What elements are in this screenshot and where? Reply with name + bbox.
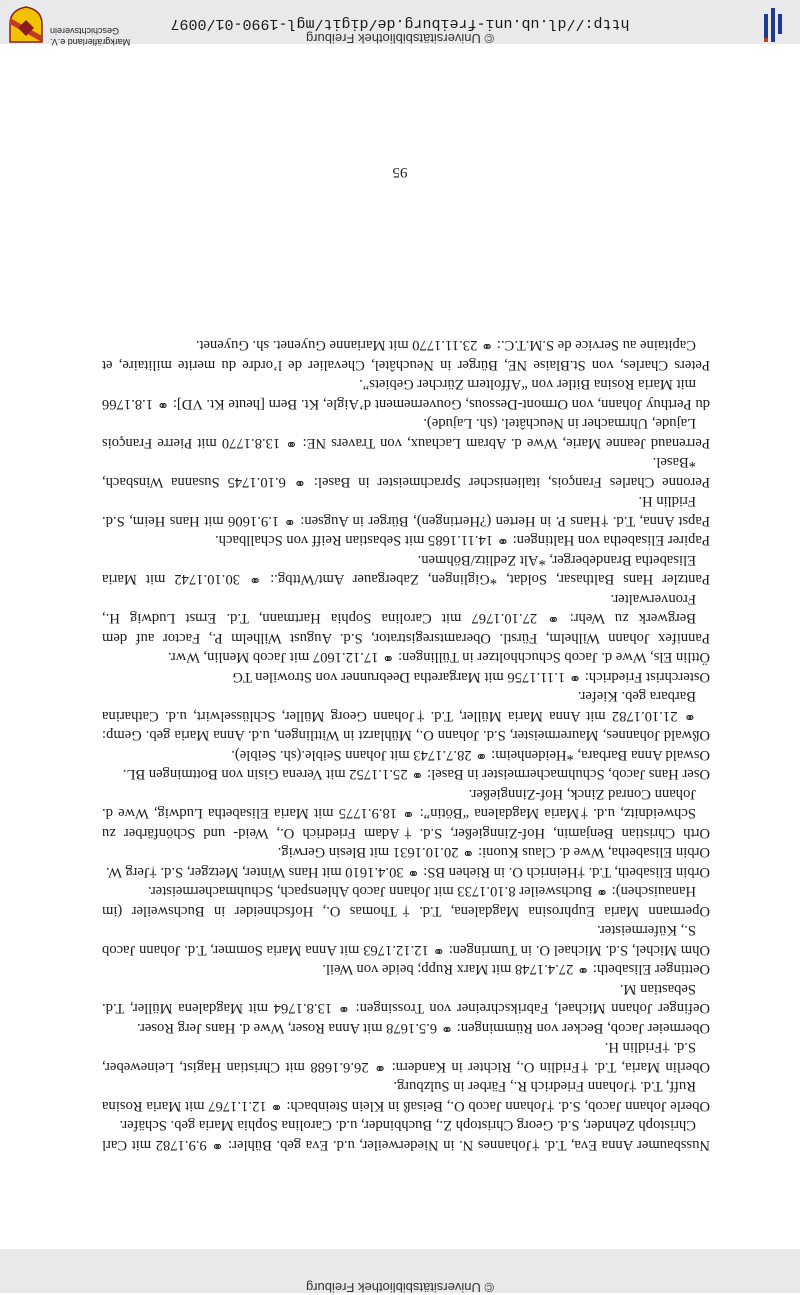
register-entry: du Perthuy Johann, von Ormont-Dessous, Gouvernement d’Aigle, Kt. Bern [heute Kt. VD]: ⚭ 1.8.1766 mit Maria Rosina Bitler von “Affoltern Zürcher Gebiets”. [102,376,710,412]
register-entry: Ohm Michel, S.d. Michael O. in Tumringen: ⚭ 12.12.1763 mit Anna Maria Sommer, T.d. Johann Jacob S., Küfermeister. [102,922,710,958]
library-bar [0,0,800,47]
document-url[interactable]: http://dl.ub.uni-freiburg.de/digit/mgl-1990-01/0097 [170,15,630,32]
register-entry: Oberlin Maria, T.d. †Fridlin O., Richter in Kandern: ⚭ 26.6.1688 mit Christian Hagist, Leineweber, S.d. †Fridlin H. [102,1039,710,1075]
register-entry: Orbin Elisabetha, Wwe d. Claus Kuoni: ⚭ 20.10.1631 mit Blesin Gerwig. [277,844,710,861]
register-entry: Osterchrist Friedrich: ⚭ 1.11.1756 mit Margaretha Deebrunner von Strowilen TG [232,669,710,685]
page-number: 95 [392,164,408,180]
register-entry: Pantzler Hans Balthasar, Soldat, *Giglingen, Zabergauer Amt/Wttbg.: ⚭ 30.10.1742 mit Maria Elisabetha Brandeberger, *Alt Zedlitz/Böhmen. [102,552,710,588]
register-entry: Opermann Maria Euphrosina Magdalena, T.d. †Thomas O., Hofschneider in Buchsweiler (im Hanauischen): ⚭ Buchsweiler 8.10.1733 mit Johann Jacob Ahlenspach, Schuhmachermeister. [102,883,710,919]
register-page [102,335,710,1154]
register-entry: Oettinger Elisabeth: ⚭ 27.4.1748 mit Marx Rupp; beide von Weil. [322,961,710,978]
register-entry: Oßwald Johannes, Maurermeister, S.d. Johann O., Mühlarzt in Wittlingen, u.d. Anna Maria geb. Gemp: ⚭ 21.10.1782 mit Anna Maria Müller, T.d. †Johann Georg Müller, Schlüsselwirt, u.d. Catharina Barbara geb. Kiefer. [102,688,710,744]
header-bar [0,1249,800,1293]
register-entry: Papst Anna, T.d. †Hans P. in Herten (?Hertingen), Bürger in Augsen: ⚭ 1.9.1606 mit Hans Heim, S.d. Fridlin H. [102,493,710,529]
register-entry: Öttlin Els, Wwe d. Jacob Schuchholtzer in Tüllingen: ⚭ 17.12.1607 mit Jacob Menlin, Wwr. [168,649,710,666]
register-entry: Pannifex Johann Wilhelm, Fürstl. Oberamtsregistrator, S.d. August Wilhelm P., Factor auf dem Bergwerk zu Wehr: ⚭ 27.10.1767 mit Carolina Sophia Hartmann, T.d. Ernst Ludwig H., Fronverwalter. [102,591,710,646]
register-entry: Peters Charles, von St.Blaise NE, Bürger in Neuchâtel, Chevalier de l’ordre du merite militaire, et Capitaine au Service de S.M.T.C.: ⚭ 23.11.1770 mit Marianne Guyenet. sh. Guyenet. [102,337,710,373]
register-entry: Orth Christian Benjamin, Hof-Zinngießer, S.d. †Adam Friedrich O., Weid- und Schönfärber zu Schweidnitz, u.d. †Maria Magdalena “Bötin”: ⚭ 18.9.1775 mit Maria Elisabetha Ludwig, Wwe d. Johann Conrad Zinck, Hof-Zinngießer. [102,786,710,841]
association-crest-icon [8,6,44,44]
register-entry: Nussbaumer Anna Eva, T.d. †Johannes N. in Niederweiler, u.d. Eva geb. Bühler: ⚭ 9.9.1782 mit Carl Christoph Zehnder, S.d. Georg Christoph Z., Buchbinder, u.d. Carolina Sophia Maria geb. Schäfer. [102,1117,710,1153]
register-entry: Oefinger Johann Michael, Fabrikschreiner von Trossingen: ⚭ 13.8.1764 mit Magdalena Müller, T.d. Sebastian M. [102,981,710,1017]
register-entry: Oswald Anna Barbara, *Heidenheim: ⚭ 28.7.1743 mit Johann Seible.(sh. Seible). [231,747,710,763]
register-entry: Papirer Elisabetha von Haltingen: ⚭ 14.11.1685 mit Sebastian Reiff von Schallbach. [215,532,710,549]
register-entry: Oser Hans Jacob, Schuhmachermeister in Basel: ⚭ 25.1.1752 mit Verena Gisin von Bottmingen BL. [122,766,710,783]
register-entry: Peronne Charles François, italienischer Sprachmeister in Basel: ⚭ 6.10.1745 Susanna Winsbach, *Basel. [102,454,710,490]
association-name: Markgräflerland e.V. Geschichtsverein [50,26,131,47]
register-entry: Orbin Elisabeth, T.d. †Heinrich O. in Riehen BS: ⚭ 30.4.1610 mit Hans Winter, Metzger, S.d. †Jerg W. [105,864,710,880]
library-copyright: © Universitätsbibliothek Freiburg [305,31,495,46]
footer-copyright: © Universitätsbibliothek Freiburg [305,1280,495,1295]
register-entry: Obermeier Jacob, Becker von Rümmingen: ⚭ 6.5.1678 mit Anna Roser, Wwe d. Hans Jerg Roser. [137,1020,710,1036]
register-entry: Oberle Johann Jacob, S.d. †Johann Jacob O., Beisaß in Klein Steinbach: ⚭ 12.1.1767 mit Maria Rosina Ruff, T.d. †Johann Friedrich R., Färber in Sulzburg. [102,1078,710,1114]
register-entry: Perrenaud Jeanne Marie, Wwe d. Abram Lachaux, von Travers NE: ⚭ 13.8.1770 mit Pierre François Lajude, Uhrmacher in Neuchâtel. (sh. Lajude). [102,415,710,451]
